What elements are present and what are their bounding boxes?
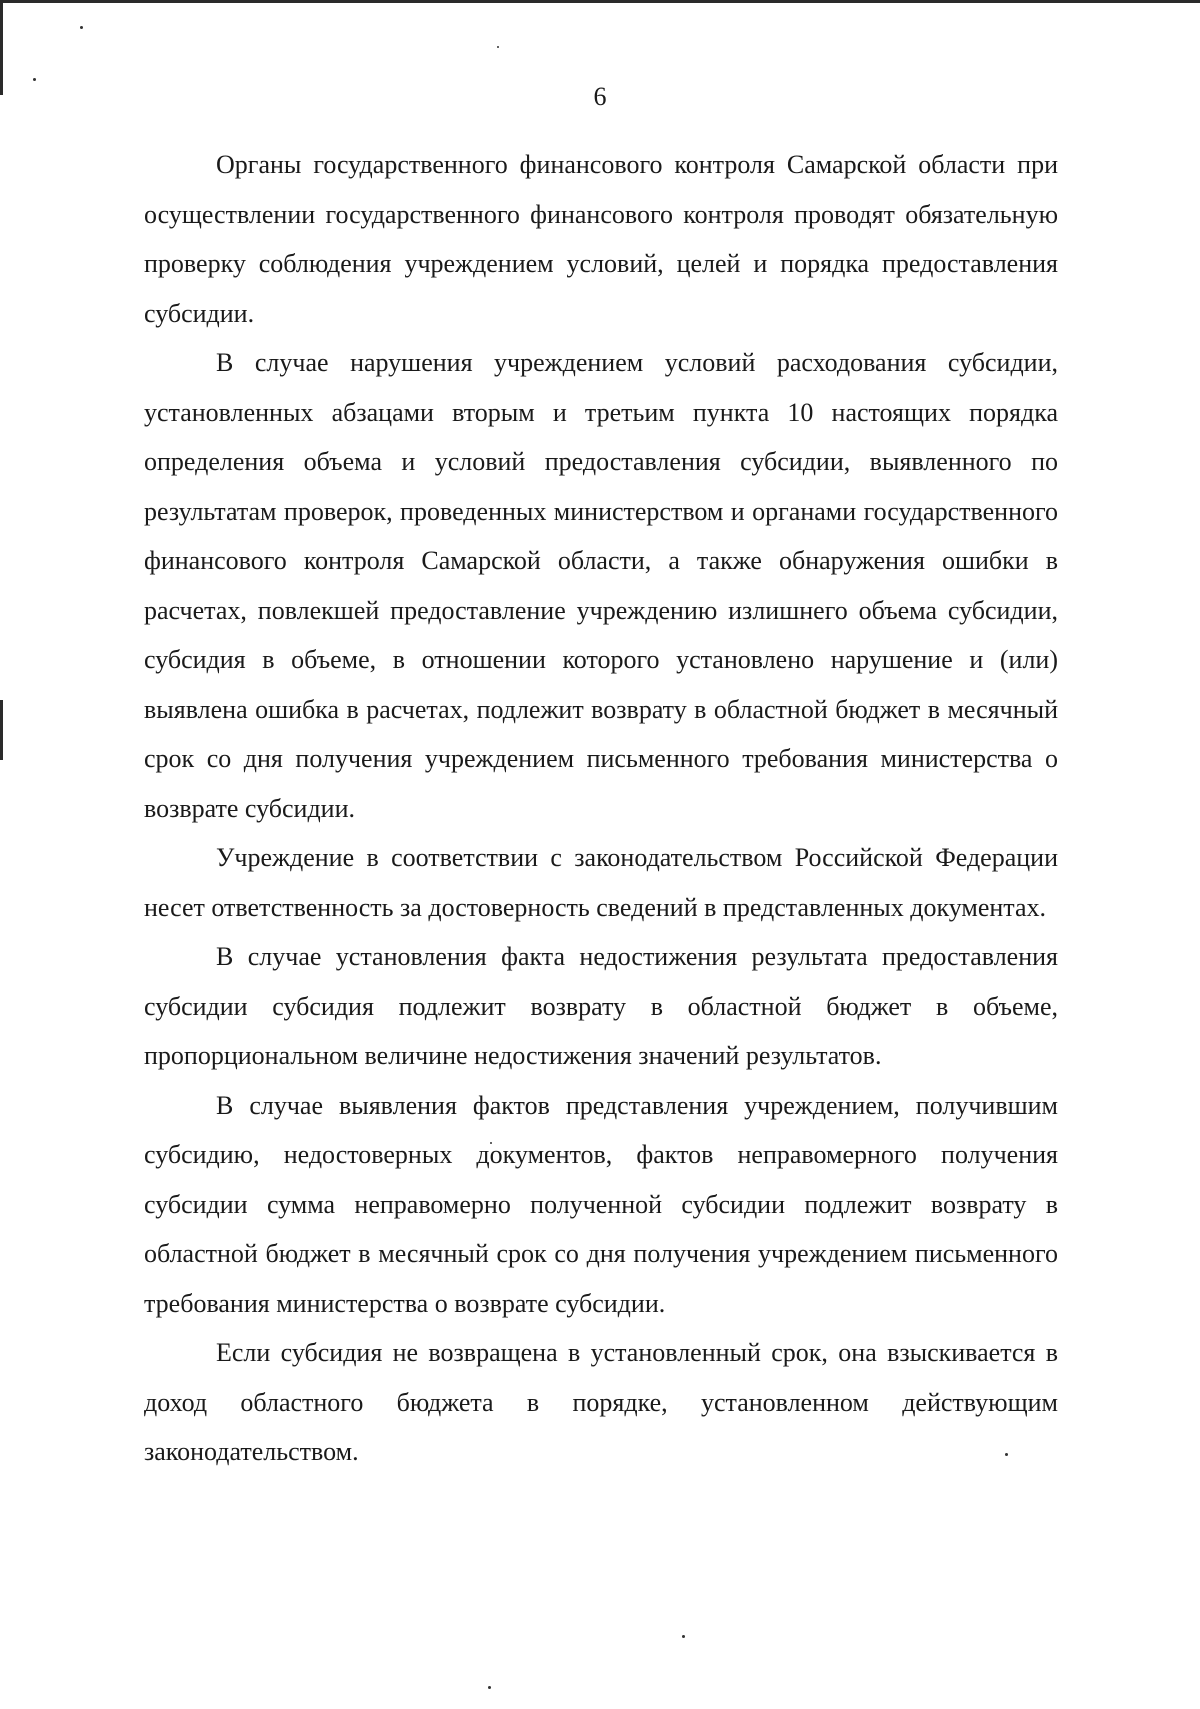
paragraph: Если субсидия не возвращена в установленный срок, она взыскивается в доход областного бюджета в порядке, установленном действующим законодательством. <box>144 1338 1058 1466</box>
scan-speck <box>488 1686 491 1689</box>
document-body <box>144 140 1058 1477</box>
paragraph: В случае установления факта недостижения результата предоставления субсидии субсидия подлежит возврату в областной бюджет в объеме, пропорциональном величине недостижения значений результатов. <box>144 942 1058 1070</box>
paragraph: Органы государственного финансового контроля Самарской области при осуществлении государственного финансового контроля проводят обязательную проверку соблюдения учреждением условий, целей и порядка предоставления субсидии. <box>144 150 1058 328</box>
paragraph: Учреждение в соответствии с законодательством Российской Федерации несет ответственность за достоверность сведений в представленных документах. <box>144 843 1058 922</box>
scan-edge-mark <box>0 0 3 95</box>
page-number: 6 <box>593 82 607 111</box>
paragraph: В случае выявления фактов представления учреждением, получившим субсидию, недостоверных документов, фактов неправомерного получения субсидии сумма неправомерно полученной субсидии подлежит возврату в областной бюджет в месячный срок со дня получения учреждением письменного требования министерства о возврате субсидии. <box>144 1090 1058 1318</box>
scan-speck <box>33 78 36 81</box>
scan-speck <box>497 46 499 48</box>
scan-speck <box>682 1635 685 1638</box>
scan-edge-line <box>0 0 1200 3</box>
scan-edge-mark <box>0 700 3 760</box>
scan-speck <box>80 26 83 29</box>
paragraph: В случае нарушения учреждением условий расходования субсидии, установленных абзацами вторым и третьим пункта 10 настоящих порядка определения объема и условий предоставления субсидии, выявленного по результатам проверок, проведенных министерством и органами государственного финансового контроля Самарской области, а также обнаружения ошибки в расчетах, повлекшей предоставление учреждению излишнего объема субсидии, субсидия в объеме, в отношении которого установлено нарушение и (или) выявлена ошибка в расчетах, подлежит возврату в областной бюджет в месячный срок со дня получения учреждением письменного требования министерства о возврате субсидии. <box>144 348 1058 823</box>
